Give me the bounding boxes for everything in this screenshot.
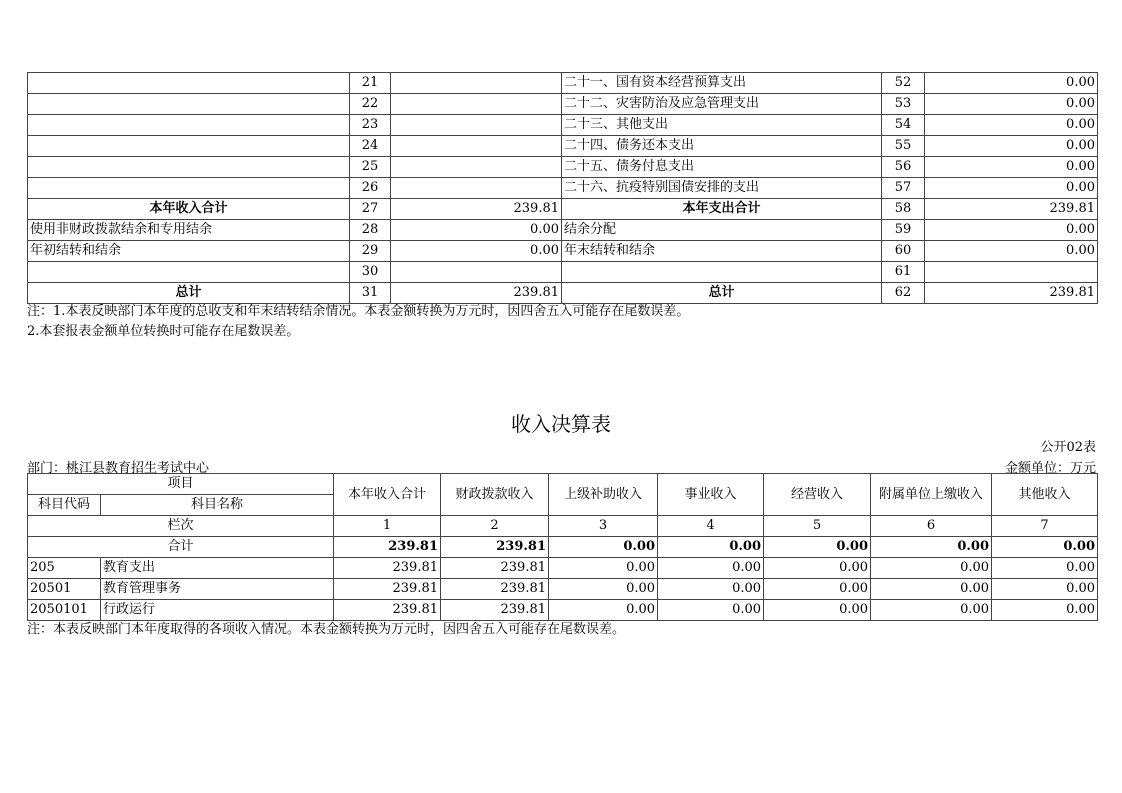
header-item: 项目 bbox=[28, 474, 334, 495]
column-header: 其他收入 bbox=[992, 474, 1098, 516]
column-header: 本年收入合计 bbox=[334, 474, 441, 516]
table-row: 2050101 行政运行 239.81 239.81 0.00 0.00 0.00 0.00 0.00 bbox=[28, 600, 1098, 621]
column-header: 财政拨款收入 bbox=[441, 474, 549, 516]
income-total-label: 本年收入合计 bbox=[28, 199, 350, 220]
column-header: 经营收入 bbox=[764, 474, 871, 516]
table-row: 26 二十六、抗疫特别国债安排的支出 57 0.00 bbox=[28, 178, 1098, 199]
expense-total-label: 本年支出合计 bbox=[562, 199, 882, 220]
header-name: 科目名称 bbox=[101, 495, 334, 516]
table-row: 23 二十三、其他支出 54 0.00 bbox=[28, 115, 1098, 136]
grand-total-row: 总计 31 239.81 总计 62 239.81 bbox=[28, 283, 1098, 304]
income-expense-summary-table bbox=[27, 72, 1098, 304]
table-row: 30 61 bbox=[28, 262, 1098, 283]
income-final-accounts-table bbox=[27, 473, 1098, 621]
table-row: 24 二十四、债务还本支出 55 0.00 bbox=[28, 136, 1098, 157]
table-row: 20501 教育管理事务 239.81 239.81 0.00 0.00 0.00 0.00 0.00 bbox=[28, 579, 1098, 600]
income-total-value: 239.81 bbox=[391, 199, 562, 220]
form-number: 公开02表 bbox=[1040, 440, 1096, 455]
column-header: 上级补助收入 bbox=[549, 474, 658, 516]
table-row: 使用非财政拨款结余和专用结余 28 0.00 结余分配 59 0.00 bbox=[28, 220, 1098, 241]
header-code: 科目代码 bbox=[28, 495, 101, 516]
header-row bbox=[28, 474, 1098, 495]
total-row: 合计 239.81 239.81 0.00 0.00 0.00 0.00 0.00 bbox=[28, 537, 1098, 558]
grand-total-label: 总计 bbox=[28, 283, 350, 304]
page-title: 收入决算表 bbox=[511, 412, 611, 436]
table1-note-2: 2.本套报表金额单位转换时可能存在尾数误差。 bbox=[27, 324, 300, 339]
table-row: 205 教育支出 239.81 239.81 0.00 0.00 0.00 0.00 0.00 bbox=[28, 558, 1098, 579]
annual-total-row: 本年收入合计 27 239.81 本年支出合计 58 239.81 bbox=[28, 199, 1098, 220]
table-row: 22 二十二、灾害防治及应急管理支出 53 0.00 bbox=[28, 94, 1098, 115]
table-row: 25 二十五、债务付息支出 56 0.00 bbox=[28, 157, 1098, 178]
expense-total-value: 239.81 bbox=[925, 199, 1098, 220]
department-label: 部门：桃江县教育招生考试中心 bbox=[27, 461, 210, 476]
column-index-row: 栏次 1 2 3 4 5 6 7 bbox=[28, 516, 1098, 537]
table-row: 21 二十一、国有资本经营预算支出 52 0.00 bbox=[28, 73, 1098, 94]
table-row: 年初结转和结余 29 0.00 年末结转和结余 60 0.00 bbox=[28, 241, 1098, 262]
currency-unit-label: 金额单位：万元 bbox=[1004, 461, 1096, 476]
table1-note-1: 注：1.本表反映部门本年度的总收支和年末结转结余情况。本表金额转换为万元时，因四舍五入可能存在尾数误差。 bbox=[27, 304, 690, 319]
column-header: 附属单位上缴收入 bbox=[871, 474, 992, 516]
table2-note: 注：本表反映部门本年度取得的各项收入情况。本表金额转换为万元时，因四舍五入可能存在尾数误差。 bbox=[27, 622, 626, 637]
column-header: 事业收入 bbox=[658, 474, 764, 516]
